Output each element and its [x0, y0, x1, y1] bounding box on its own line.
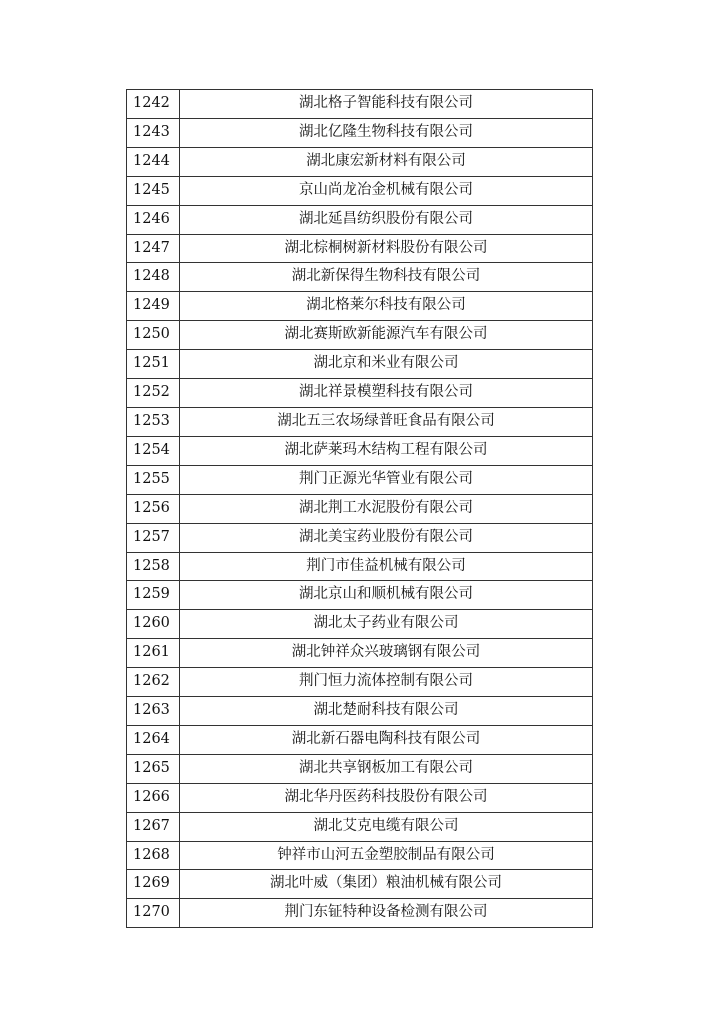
- company-name-cell: 荆门东钲特种设备检测有限公司: [180, 899, 593, 928]
- row-number-cell: 1247: [127, 234, 180, 263]
- table-row: [127, 581, 593, 610]
- table-row: [127, 90, 593, 119]
- table-row: [127, 870, 593, 899]
- company-list-table: [126, 89, 593, 928]
- company-name-cell: 湖北叶威（集团）粮油机械有限公司: [180, 870, 593, 899]
- row-number-cell: 1245: [127, 176, 180, 205]
- row-number-cell: 1246: [127, 205, 180, 234]
- row-number-cell: 1262: [127, 668, 180, 697]
- table-row: [127, 205, 593, 234]
- company-name-cell: 湖北新保得生物科技有限公司: [180, 263, 593, 292]
- company-name-cell: 湖北赛斯欧新能源汽车有限公司: [180, 321, 593, 350]
- company-name-cell: 湖北钟祥众兴玻璃钢有限公司: [180, 639, 593, 668]
- table-row: [127, 321, 593, 350]
- table-row: [127, 234, 593, 263]
- table-row: [127, 754, 593, 783]
- row-number-cell: 1264: [127, 725, 180, 754]
- row-number-cell: 1253: [127, 407, 180, 436]
- company-name-cell: 荆门正源光华管业有限公司: [180, 465, 593, 494]
- table-row: [127, 841, 593, 870]
- company-name-cell: 湖北康宏新材料有限公司: [180, 147, 593, 176]
- company-name-cell: 湖北格子智能科技有限公司: [180, 90, 593, 119]
- table-row: [127, 465, 593, 494]
- company-name-cell: 湖北荆工水泥股份有限公司: [180, 494, 593, 523]
- company-name-cell: 湖北延昌纺织股份有限公司: [180, 205, 593, 234]
- table-row: [127, 263, 593, 292]
- row-number-cell: 1255: [127, 465, 180, 494]
- row-number-cell: 1252: [127, 379, 180, 408]
- row-number-cell: 1256: [127, 494, 180, 523]
- company-name-cell: 湖北共享钢板加工有限公司: [180, 754, 593, 783]
- row-number-cell: 1266: [127, 783, 180, 812]
- table-row: [127, 407, 593, 436]
- table-row: [127, 697, 593, 726]
- company-name-cell: 湖北京和米业有限公司: [180, 350, 593, 379]
- company-name-cell: 湖北京山和顺机械有限公司: [180, 581, 593, 610]
- row-number-cell: 1251: [127, 350, 180, 379]
- row-number-cell: 1254: [127, 436, 180, 465]
- table-row: [127, 118, 593, 147]
- table-row: [127, 147, 593, 176]
- table-row: [127, 783, 593, 812]
- row-number-cell: 1243: [127, 118, 180, 147]
- table-row: [127, 523, 593, 552]
- table-row: [127, 292, 593, 321]
- row-number-cell: 1261: [127, 639, 180, 668]
- row-number-cell: 1248: [127, 263, 180, 292]
- table-row: [127, 350, 593, 379]
- company-name-cell: 京山尚龙冶金机械有限公司: [180, 176, 593, 205]
- row-number-cell: 1258: [127, 552, 180, 581]
- table-row: [127, 812, 593, 841]
- row-number-cell: 1257: [127, 523, 180, 552]
- row-number-cell: 1249: [127, 292, 180, 321]
- company-name-cell: 荆门恒力流体控制有限公司: [180, 668, 593, 697]
- company-name-cell: 钟祥市山河五金塑胶制品有限公司: [180, 841, 593, 870]
- row-number-cell: 1270: [127, 899, 180, 928]
- row-number-cell: 1265: [127, 754, 180, 783]
- table-row: [127, 494, 593, 523]
- company-name-cell: 湖北萨莱玛木结构工程有限公司: [180, 436, 593, 465]
- table-row: [127, 899, 593, 928]
- company-name-cell: 湖北太子药业有限公司: [180, 610, 593, 639]
- row-number-cell: 1242: [127, 90, 180, 119]
- table-body: [127, 90, 593, 928]
- table-row: [127, 639, 593, 668]
- company-name-cell: 湖北五三农场绿普旺食品有限公司: [180, 407, 593, 436]
- row-number-cell: 1260: [127, 610, 180, 639]
- company-name-cell: 荆门市佳益机械有限公司: [180, 552, 593, 581]
- table-row: [127, 668, 593, 697]
- row-number-cell: 1268: [127, 841, 180, 870]
- table-row: [127, 176, 593, 205]
- row-number-cell: 1259: [127, 581, 180, 610]
- row-number-cell: 1269: [127, 870, 180, 899]
- table-row: [127, 436, 593, 465]
- row-number-cell: 1250: [127, 321, 180, 350]
- table-row: [127, 725, 593, 754]
- company-name-cell: 湖北美宝药业股份有限公司: [180, 523, 593, 552]
- row-number-cell: 1267: [127, 812, 180, 841]
- table-row: [127, 552, 593, 581]
- table-row: [127, 610, 593, 639]
- company-name-cell: 湖北棕桐树新材料股份有限公司: [180, 234, 593, 263]
- company-name-cell: 湖北亿隆生物科技有限公司: [180, 118, 593, 147]
- company-name-cell: 湖北祥景模塑科技有限公司: [180, 379, 593, 408]
- company-name-cell: 湖北新石器电陶科技有限公司: [180, 725, 593, 754]
- company-name-cell: 湖北格莱尔科技有限公司: [180, 292, 593, 321]
- row-number-cell: 1244: [127, 147, 180, 176]
- company-name-cell: 湖北艾克电缆有限公司: [180, 812, 593, 841]
- row-number-cell: 1263: [127, 697, 180, 726]
- company-name-cell: 湖北华丹医药科技股份有限公司: [180, 783, 593, 812]
- company-name-cell: 湖北楚耐科技有限公司: [180, 697, 593, 726]
- table-row: [127, 379, 593, 408]
